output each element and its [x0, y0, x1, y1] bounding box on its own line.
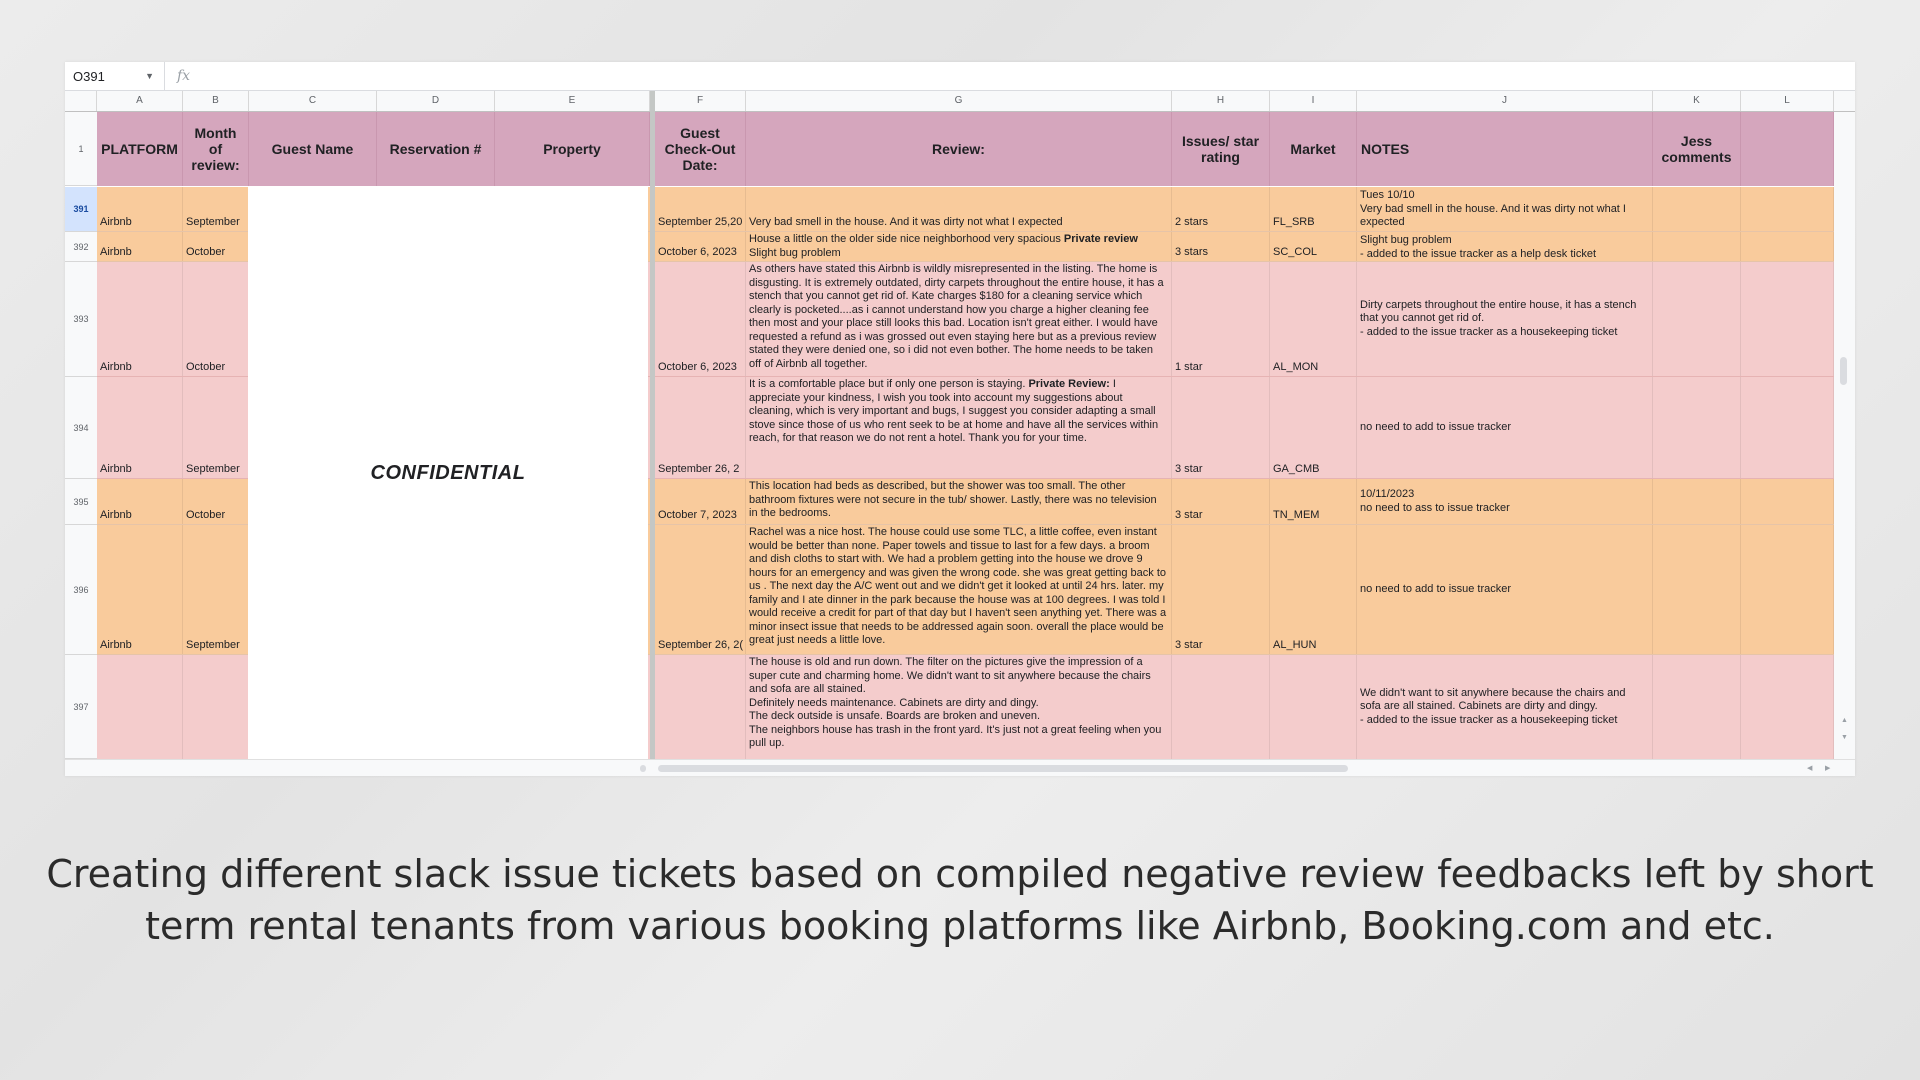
cell-platform[interactable]: Airbnb	[97, 262, 183, 376]
header-property[interactable]: Property	[495, 112, 650, 186]
cell-notes[interactable]: Tues 10/10 Very bad smell in the house. And it was dirty not what I expected	[1357, 187, 1653, 231]
row-number[interactable]: 396	[65, 525, 97, 655]
cell-market[interactable]: FL_SRB	[1270, 187, 1357, 231]
header-month[interactable]: Month of review:	[183, 112, 249, 186]
column-header-f[interactable]: F	[655, 91, 746, 111]
cell-empty[interactable]	[1741, 232, 1834, 261]
formula-bar	[65, 62, 1855, 91]
cell-month[interactable]: October	[183, 262, 249, 376]
cell-rating[interactable]: 3 star	[1172, 377, 1270, 478]
cell-notes[interactable]: We didn't want to sit anywhere because the chairs and sofa are all stained. Cabinets are dirty and dingy. - added to the issue tracker as a housekeeping ticket	[1357, 655, 1653, 759]
confidential-overlay	[248, 187, 648, 759]
scroll-up-icon[interactable]: ▲	[1841, 717, 1848, 724]
header-empty[interactable]	[1741, 112, 1834, 186]
row-number[interactable]: 395	[65, 479, 97, 525]
vertical-scrollbar[interactable]	[1834, 112, 1855, 759]
header-rating[interactable]: Issues/ star rating	[1172, 112, 1270, 186]
column-header-l[interactable]: L	[1741, 91, 1834, 111]
fx-icon: fx	[177, 68, 191, 84]
header-checkout[interactable]: Guest Check-Out Date:	[655, 112, 746, 186]
cell-empty[interactable]	[1741, 377, 1834, 478]
cell-review[interactable]: Very bad smell in the house. And it was dirty not what I expected	[746, 187, 1172, 231]
cell-platform[interactable]	[97, 655, 183, 759]
cell-checkout[interactable]: September 26, 2	[655, 377, 746, 478]
private-review-label: Private Review:	[1028, 378, 1110, 390]
private-review-label: Private review	[1063, 233, 1138, 245]
cell-empty[interactable]	[1741, 525, 1834, 654]
cell-review[interactable]	[746, 232, 1172, 261]
row-number[interactable]: 391	[65, 187, 97, 232]
review-text: I appreciate your kindness, I wish you took into account my suggestions about cleaning, which is very important and bugs, I suggest you consider adapting a small stove since those of us who rent seek to be at home and have all the services within reach, for that reason we do not rent a hotel. Thank you for your time.	[749, 378, 1159, 444]
scroll-right-icon[interactable]: ▶	[1825, 765, 1831, 772]
cell-market[interactable]	[1270, 655, 1357, 759]
row-number[interactable]: 392	[65, 232, 97, 262]
cell-jess-comments[interactable]	[1653, 232, 1741, 261]
cell-rating[interactable]: 3 stars	[1172, 232, 1270, 261]
vertical-scroll-thumb[interactable]	[1840, 357, 1847, 385]
cell-notes[interactable]: no need to add to issue tracker	[1357, 377, 1653, 478]
header-platform[interactable]: PLATFORM	[97, 112, 183, 186]
cell-market[interactable]: TN_MEM	[1270, 479, 1357, 524]
horizontal-scrollbar[interactable]	[65, 759, 1855, 776]
scroll-down-icon[interactable]: ▼	[1841, 734, 1848, 741]
frozen-scroll-thumb[interactable]	[640, 765, 646, 772]
cell-platform[interactable]: Airbnb	[97, 525, 183, 654]
cell-empty[interactable]	[1741, 262, 1834, 376]
cell-jess-comments[interactable]	[1653, 187, 1741, 231]
column-header-k[interactable]: K	[1653, 91, 1741, 111]
cell-month[interactable]: September	[183, 377, 249, 478]
cell-checkout[interactable]: October 6, 2023	[655, 232, 746, 261]
column-header-e[interactable]: E	[495, 91, 650, 111]
cell-jess-comments[interactable]	[1653, 262, 1741, 376]
cell-notes[interactable]: Slight bug problem - added to the issue tracker as a help desk ticket	[1357, 232, 1653, 261]
cell-market[interactable]: AL_HUN	[1270, 525, 1357, 654]
cell-notes[interactable]: Dirty carpets throughout the entire house, it has a stench that you cannot get rid of. - added to the issue tracker as a housekeeping ticket	[1357, 262, 1653, 376]
review-text: House a little on the older side nice neighborhood very spacious	[749, 233, 1064, 245]
name-box[interactable]	[65, 62, 165, 90]
review-text: It is a comfortable place but if only one person is staying.	[749, 378, 1029, 390]
column-header-i[interactable]: I	[1270, 91, 1357, 111]
spreadsheet	[65, 62, 1855, 776]
cell-review[interactable]: As others have stated this Airbnb is wildly misrepresented in the listing. The home is disgusting. It is extremely outdated, dirty carpets throughout the entire house, it has a stench that you cannot get rid of. Kate charges $180 for a cleaning service which clearly is pocketed....as i cannot understand how you charge a higher cleaning fee then most and your place still looks this bad. Location isn't great either. I would have requested a refund as i was grossed out even staying here but as a previous review stated they were denied one, so i did not even bother. The home needs to be taken off of Airbnb all together.	[746, 262, 1172, 376]
horizontal-scroll-thumb[interactable]	[658, 765, 1348, 772]
scroll-left-icon[interactable]: ◀	[1807, 765, 1813, 772]
cell-jess-comments[interactable]	[1653, 479, 1741, 524]
cell-month[interactable]: October	[183, 232, 249, 261]
header-market[interactable]: Market	[1270, 112, 1357, 186]
cell-empty[interactable]	[1741, 655, 1834, 759]
cell-month[interactable]	[183, 655, 249, 759]
table-header-row	[97, 112, 1834, 186]
row-number[interactable]: 397	[65, 655, 97, 759]
cell-reference: O391	[73, 68, 105, 84]
cell-checkout[interactable]: September 25,20	[655, 187, 746, 231]
cell-rating[interactable]: 2 stars	[1172, 187, 1270, 231]
cell-review[interactable]: This location had beds as described, but the shower was too small. The other bathroom fixtures were not secure in the tub/ shower. Lastly, there was no television in the bedrooms.	[746, 479, 1172, 524]
cell-market[interactable]: GA_CMB	[1270, 377, 1357, 478]
column-header-g[interactable]: G	[746, 91, 1172, 111]
cell-rating[interactable]: 3 star	[1172, 479, 1270, 524]
cell-review[interactable]	[746, 377, 1172, 478]
cell-rating[interactable]: 3 star	[1172, 525, 1270, 654]
caption-text: Creating different slack issue tickets based on compiled negative review feedbacks left by short term rental tenants from various booking platforms like Airbnb, Booking.com and etc.	[46, 852, 1874, 948]
cell-platform[interactable]: Airbnb	[97, 479, 183, 524]
cell-empty[interactable]	[1741, 187, 1834, 231]
cell-checkout[interactable]: September 26, 2(	[655, 525, 746, 654]
cell-rating[interactable]: 1 star	[1172, 262, 1270, 376]
frozen-column-divider[interactable]	[650, 91, 655, 759]
header-notes[interactable]: NOTES	[1357, 112, 1653, 186]
cell-checkout[interactable]: October 6, 2023	[655, 262, 746, 376]
cell-checkout[interactable]	[655, 655, 746, 759]
cell-month[interactable]: September	[183, 187, 249, 231]
cell-review[interactable]: The house is old and run down. The filter on the pictures give the impression of a super cute and charming home. We didn't want to sit anywhere because the chairs and sofa are all stained. Definitely needs maintenance. Cabinets are dirty and dingy. The deck outside is unsafe. Boards are broken and uneven. The neighbors house has trash in the front yard. It's just not a great feeling when you pull up.	[746, 655, 1172, 759]
cell-checkout[interactable]: October 7, 2023	[655, 479, 746, 524]
cell-jess-comments[interactable]	[1653, 377, 1741, 478]
cell-month[interactable]: September	[183, 525, 249, 654]
confidential-label: CONFIDENTIAL	[370, 461, 526, 484]
cell-jess-comments[interactable]	[1653, 525, 1741, 654]
cell-jess-comments[interactable]	[1653, 655, 1741, 759]
cell-empty[interactable]	[1741, 479, 1834, 524]
cell-market[interactable]: SC_COL	[1270, 232, 1357, 261]
row-number[interactable]: 394	[65, 377, 97, 479]
column-header-d[interactable]: D	[377, 91, 495, 111]
column-header-c[interactable]: C	[249, 91, 377, 111]
cell-review[interactable]: Rachel was a nice host. The house could use some TLC, a little coffee, even instant would be better than none. Paper towels and tissue to last for a few days. a broom and dish cloths to start with. We had a problem getting into the house we drove 9 hours for an emergency and was given the wrong code. she was great getting back to us . The next day the A/C went out and we didn't get it looked at until 24 hrs. later. my family and I ate dinner in the park because the house was at 100 degrees. I was told I would receive a credit for part of that day but I haven't seen anything yet. There was a minor insect issue that needs to be addressed again soon. overall the place would be great just needs a little love.	[746, 525, 1172, 654]
column-header-b[interactable]: B	[183, 91, 249, 111]
cell-platform[interactable]: Airbnb	[97, 232, 183, 261]
column-header-a[interactable]: A	[97, 91, 183, 111]
header-reservation[interactable]: Reservation #	[377, 112, 495, 186]
cell-rating[interactable]	[1172, 655, 1270, 759]
header-jess-comments[interactable]: Jess comments	[1653, 112, 1741, 186]
chevron-down-icon[interactable]: ▼	[145, 71, 154, 81]
row-number[interactable]: 1	[65, 112, 97, 186]
row-number[interactable]: 393	[65, 262, 97, 377]
review-text: Slight bug problem	[749, 246, 841, 259]
header-review[interactable]: Review:	[746, 112, 1172, 186]
select-all-corner[interactable]	[65, 91, 97, 111]
column-headers	[65, 91, 1855, 112]
column-header-j[interactable]: J	[1357, 91, 1653, 111]
cell-month[interactable]: October	[183, 479, 249, 524]
cell-market[interactable]: AL_MON	[1270, 262, 1357, 376]
cell-platform[interactable]: Airbnb	[97, 187, 183, 231]
header-guest-name[interactable]: Guest Name	[249, 112, 377, 186]
cell-notes[interactable]: 10/11/2023 no need to ass to issue tracker	[1357, 479, 1653, 524]
cell-notes[interactable]: no need to add to issue tracker	[1357, 525, 1653, 654]
cell-platform[interactable]: Airbnb	[97, 377, 183, 478]
column-header-h[interactable]: H	[1172, 91, 1270, 111]
